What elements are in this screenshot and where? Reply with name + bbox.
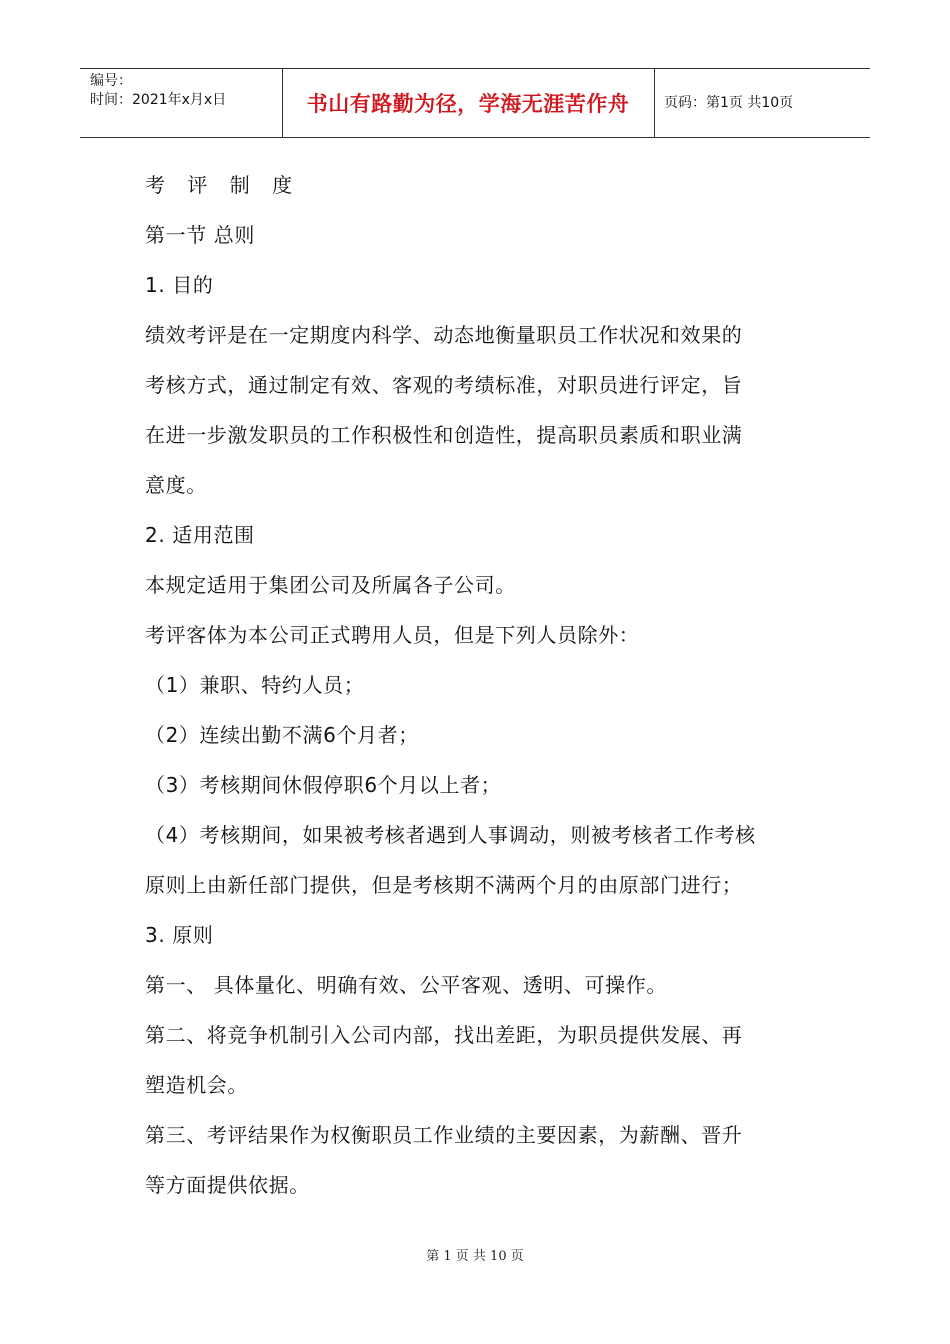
subsection-heading-principles: 3. 原则 xyxy=(145,923,214,947)
document-body xyxy=(145,160,825,1210)
header-page-cell xyxy=(654,69,870,137)
page-header xyxy=(80,68,870,138)
list-item: （4）考核期间，如果被考核者遇到人事调动，则被考核者工作考核 xyxy=(145,823,756,847)
paragraph-line: 在进一步激发职员的工作积极性和创造性，提高职员素质和职业满 xyxy=(145,423,743,447)
principle-item: 第二、将竞争机制引入公司内部，找出差距，为职员提供发展、再 xyxy=(145,1023,743,1047)
paragraph-line: 考核方式，通过制定有效、客观的考绩标准，对职员进行评定，旨 xyxy=(145,373,743,397)
header-page-code: 页码：第1页 共10页 xyxy=(664,95,794,111)
subsection-heading-purpose: 1. 目的 xyxy=(145,273,214,297)
principle-item: 第三、考评结果作为权衡职员工作业绩的主要因素，为薪酬、晋升 xyxy=(145,1123,743,1147)
document-number-label: 编号： xyxy=(90,73,132,89)
section-heading: 第一节 总则 xyxy=(145,223,255,247)
paragraph-line: 本规定适用于集团公司及所属各子公司。 xyxy=(145,573,516,597)
page-footer: 第 1 页 共 10 页 xyxy=(426,1249,524,1264)
list-item: （1）兼职、特约人员； xyxy=(145,673,365,697)
list-item: （3）考核期间休假停职6个月以上者； xyxy=(145,773,502,797)
principle-item: 第一、 具体量化、明确有效、公平客观、透明、可操作。 xyxy=(145,973,667,997)
list-item-continuation: 原则上由新任部门提供，但是考核期不满两个月的由原部门进行； xyxy=(145,873,743,897)
document-date-label: 时间：2021年x月x日 xyxy=(90,92,227,108)
subsection-heading-scope: 2. 适用范围 xyxy=(145,523,255,547)
paragraph-line: 考评客体为本公司正式聘用人员，但是下列人员除外： xyxy=(145,623,640,647)
paragraph-line: 意度。 xyxy=(145,473,207,497)
header-motto-cell xyxy=(282,69,655,137)
principle-item-continuation: 塑造机会。 xyxy=(145,1073,248,1097)
header-meta-cell xyxy=(80,69,283,137)
list-item: （2）连续出勤不满6个月者； xyxy=(145,723,419,747)
principle-item-continuation: 等方面提供依据。 xyxy=(145,1173,310,1197)
paragraph-line: 绩效考评是在一定期度内科学、动态地衡量职员工作状况和效果的 xyxy=(145,323,743,347)
document-title: 考 评 制 度 xyxy=(145,173,301,197)
header-motto: 书山有路勤为径，学海无涯苦作舟 xyxy=(306,91,630,116)
